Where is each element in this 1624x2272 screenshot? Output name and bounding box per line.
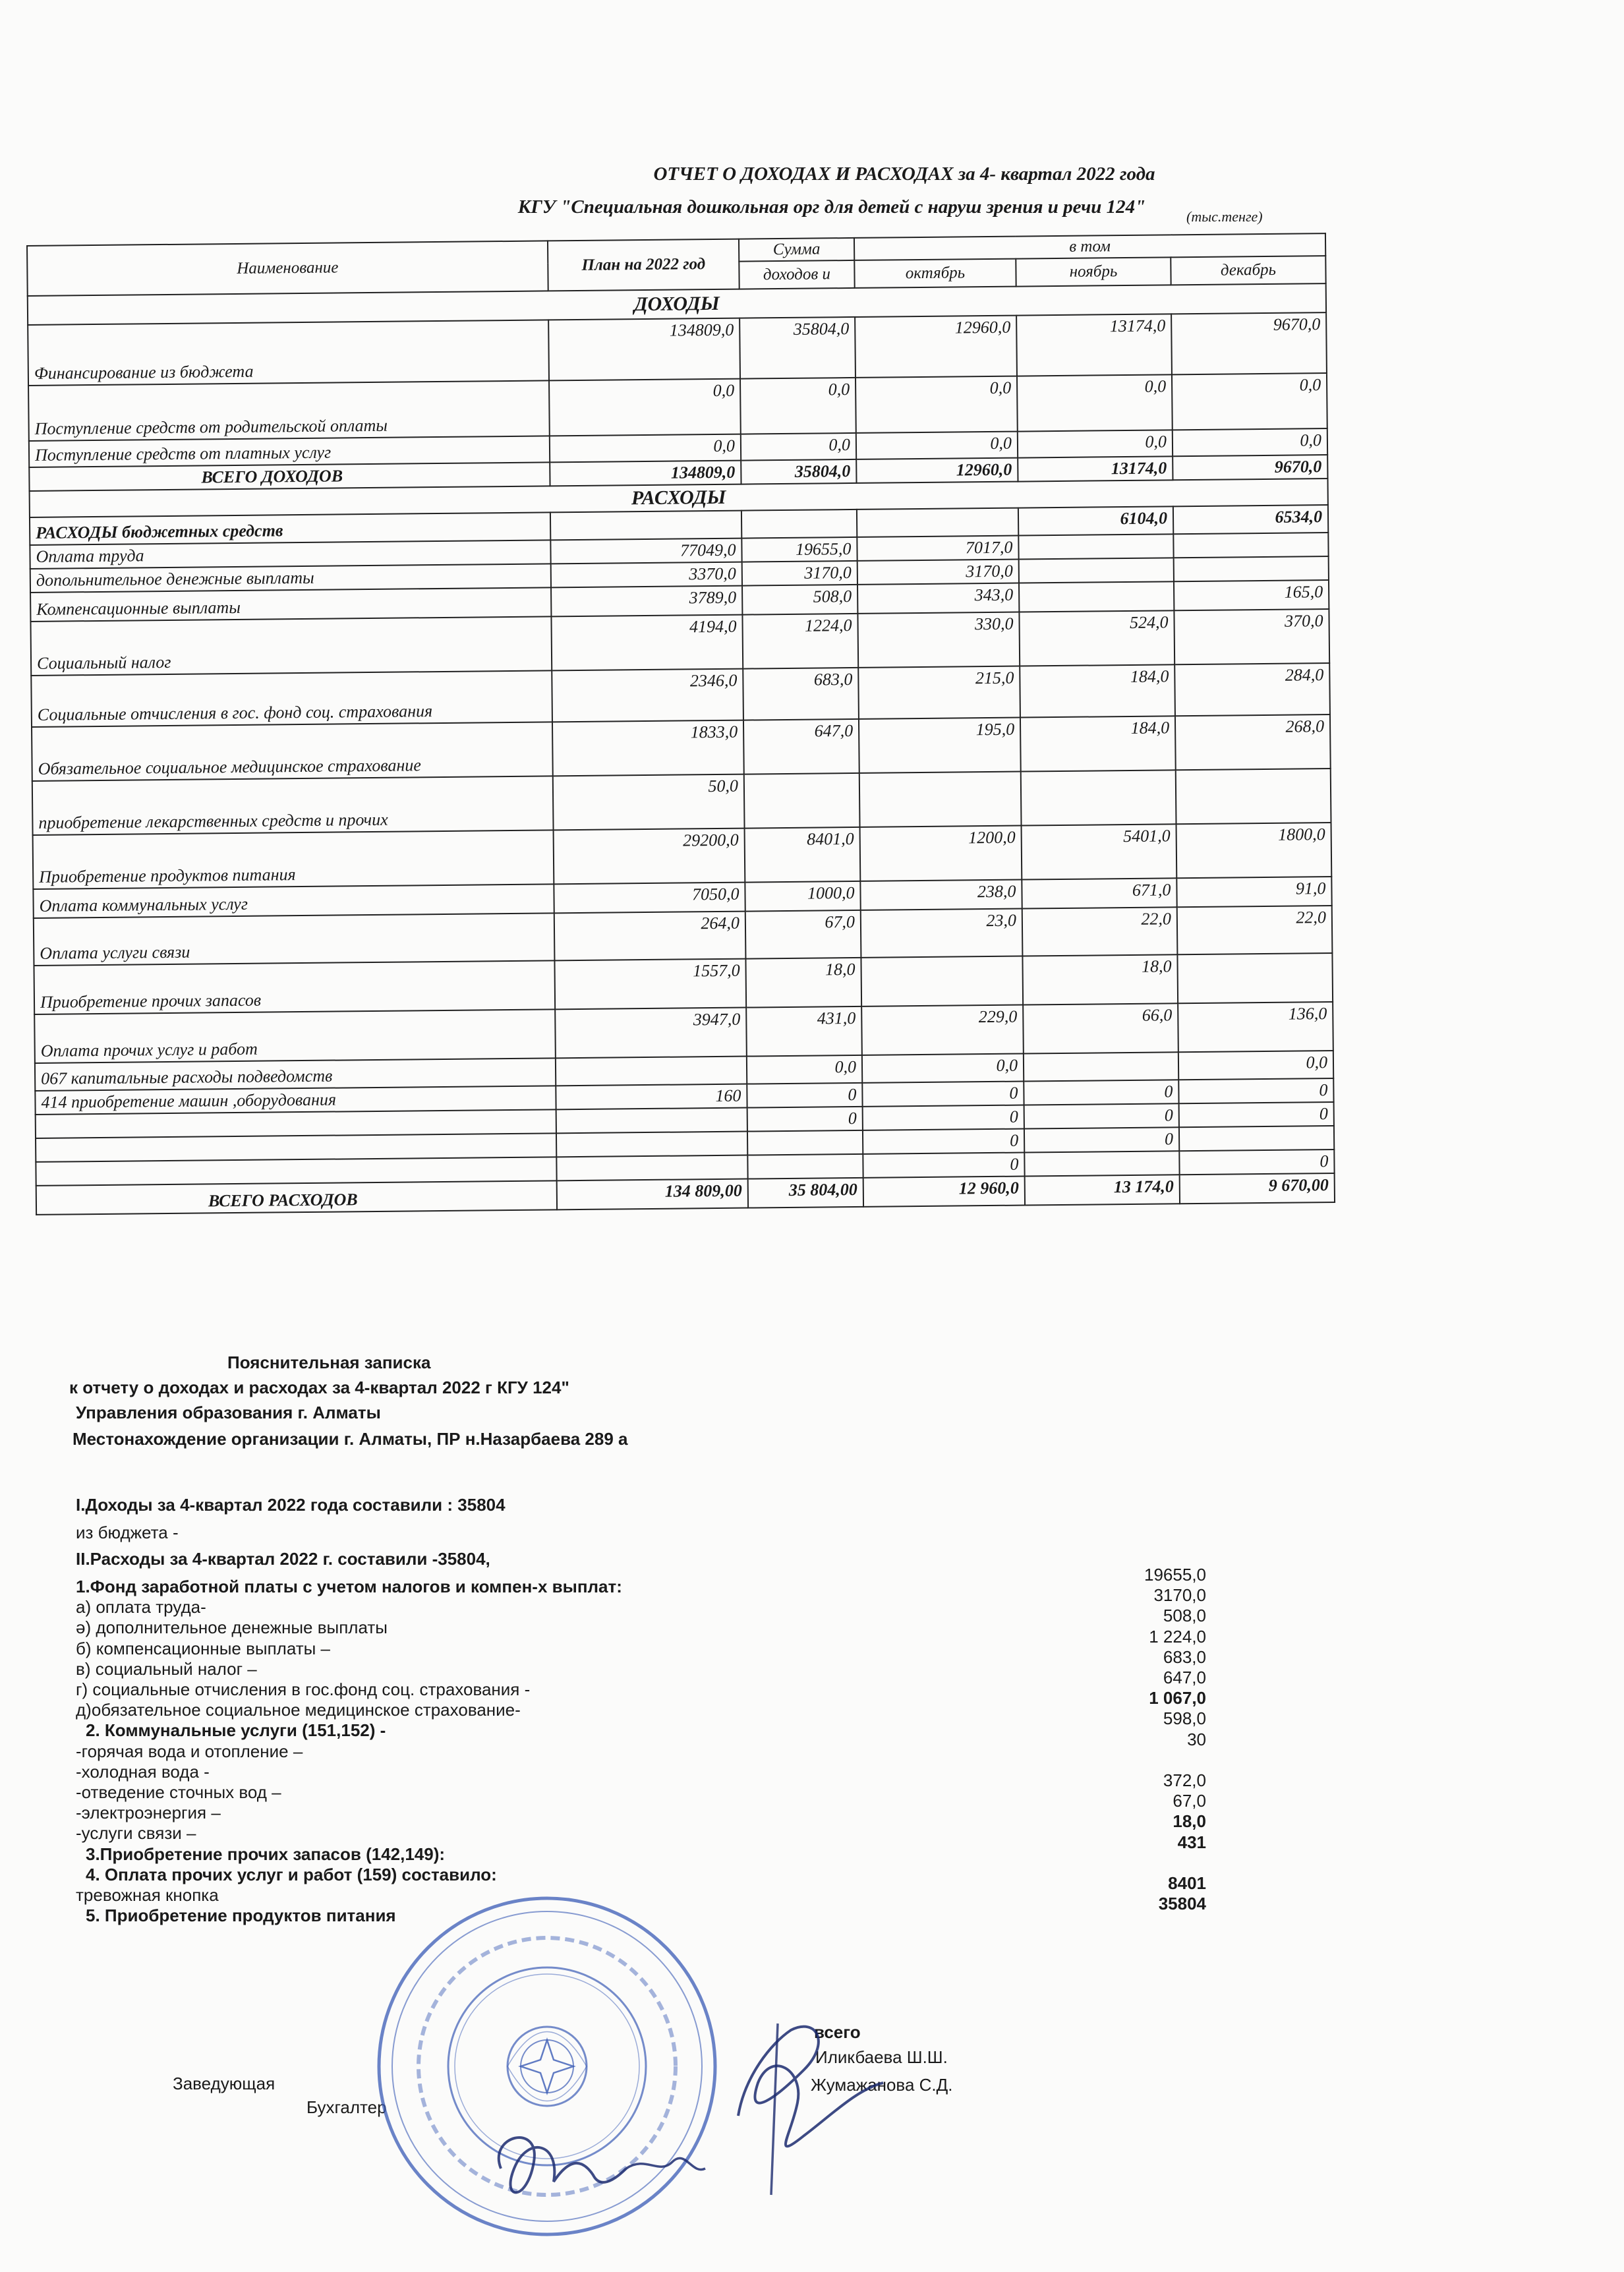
note-item-label: д)обязательное социальное медицинское страхование- bbox=[76, 1700, 521, 1720]
expense-cell-sum bbox=[741, 510, 857, 539]
note-from-budget: из бюджета - bbox=[76, 1523, 179, 1542]
expense-cell-sum: 0 bbox=[747, 1083, 862, 1108]
note-line-2: Управления образования г. Алматы bbox=[76, 1403, 381, 1422]
income-cell-nov: 0,0 bbox=[1018, 430, 1173, 457]
expense-cell-name: допольнительное денежные выплаты bbox=[30, 564, 551, 593]
expense-total-dec: 9 670,00 bbox=[1180, 1173, 1335, 1204]
expense-cell-name: Социальные отчисления в гос. фонд соц. страхования bbox=[31, 670, 552, 727]
note-item-value: 508,0 bbox=[1163, 1606, 1206, 1625]
income-cell-plan: 0,0 bbox=[549, 379, 741, 436]
expense-cell-oct: 0 bbox=[863, 1105, 1024, 1130]
header-plan: План на 2022 год bbox=[548, 239, 740, 291]
expense-cell-plan bbox=[556, 1057, 747, 1086]
expense-cell-dec: 136,0 bbox=[1178, 1002, 1333, 1052]
note-item-value: 8401 bbox=[1168, 1873, 1206, 1893]
expense-cell-plan: 3947,0 bbox=[555, 1008, 747, 1059]
expense-cell-nov bbox=[1019, 581, 1174, 612]
income-cell-dec: 0,0 bbox=[1173, 428, 1327, 456]
expense-cell-sum: 1224,0 bbox=[742, 614, 858, 669]
accountant-name: Жумажанова С.Д. bbox=[811, 2075, 953, 2095]
expense-cell-dec: 0 bbox=[1179, 1102, 1334, 1127]
expense-section-title: РАСХОДЫ bbox=[30, 479, 1328, 517]
expense-cell-sum: 508,0 bbox=[742, 585, 857, 615]
expense-cell-oct bbox=[861, 956, 1023, 1006]
expense-cell-dec: 0 bbox=[1178, 1078, 1333, 1103]
note-item-label: 1.Фонд заработной платы с учетом налогов и компен-х выплат: bbox=[76, 1577, 622, 1596]
note-item-value: 30 bbox=[1187, 1730, 1206, 1749]
expense-cell-dec: 0,0 bbox=[1178, 1051, 1333, 1080]
expense-cell-dec: 1800,0 bbox=[1176, 823, 1332, 878]
expense-cell-oct bbox=[857, 508, 1018, 537]
note-item-label: -отведение сточных вод – bbox=[76, 1782, 281, 1802]
note-item-value: 35804 bbox=[1158, 1894, 1206, 1913]
expense-total-nov: 13 174,0 bbox=[1025, 1175, 1180, 1205]
expense-cell-sum: 0,0 bbox=[747, 1055, 862, 1084]
income-cell-dec: 9670,0 bbox=[1171, 312, 1327, 374]
expense-cell-dec: 284,0 bbox=[1174, 663, 1330, 716]
expense-cell-plan: 3370,0 bbox=[551, 562, 742, 588]
accountant-role: Бухгалтер bbox=[306, 2097, 387, 2117]
expense-cell-name: Обязательное социальное медицинское страхование bbox=[32, 722, 553, 781]
expense-cell-sum: 1000,0 bbox=[745, 881, 860, 912]
note-item-value: 1 224,0 bbox=[1149, 1627, 1206, 1646]
expense-cell-plan: 50,0 bbox=[553, 774, 745, 830]
header-sum-2: доходов и bbox=[739, 260, 854, 289]
report-table bbox=[26, 233, 1335, 1215]
expense-cell-sum: 431,0 bbox=[746, 1006, 862, 1057]
expense-cell-plan: 1833,0 bbox=[552, 720, 744, 776]
expense-cell-plan bbox=[556, 1155, 747, 1181]
expense-cell-name: Оплата коммунальных услуг bbox=[33, 884, 554, 918]
expense-cell-oct: 23,0 bbox=[861, 909, 1023, 958]
head-name: Иликбаева Ш.Ш. bbox=[815, 2047, 948, 2067]
header-sum-1: Сумма bbox=[739, 238, 854, 262]
note-item-value: 18,0 bbox=[1173, 1811, 1206, 1831]
income-cell-dec: 0,0 bbox=[1172, 373, 1327, 430]
expense-cell-oct: 343,0 bbox=[857, 583, 1019, 614]
note-income-line: I.Доходы за 4-квартал 2022 года составили : 35804 bbox=[76, 1495, 506, 1515]
header-nov: ноябрь bbox=[1016, 257, 1171, 286]
expense-cell-sum: 67,0 bbox=[745, 910, 861, 959]
income-cell-plan: 134809,0 bbox=[548, 318, 740, 381]
note-item-label: 4. Оплата прочих услуг и работ (159) составило: bbox=[86, 1865, 497, 1884]
expense-cell-sum: 8401,0 bbox=[745, 827, 861, 883]
expense-cell-oct: 0 bbox=[863, 1129, 1024, 1154]
expense-cell-plan: 3789,0 bbox=[551, 586, 742, 617]
expense-cell-nov: 184,0 bbox=[1020, 664, 1175, 717]
income-cell-name: Финансирование из бюджета bbox=[28, 320, 549, 386]
note-item-value: 683,0 bbox=[1163, 1647, 1206, 1667]
income-cell-oct: 12960,0 bbox=[855, 316, 1017, 378]
note-item-label: 5. Приобретение продуктов питания bbox=[86, 1906, 396, 1925]
note-item-label: тревожная кнопка bbox=[76, 1885, 219, 1905]
income-total-plan: 134809,0 bbox=[550, 461, 741, 486]
expense-cell-oct: 3170,0 bbox=[857, 560, 1019, 585]
income-cell-sum: 0,0 bbox=[740, 378, 856, 434]
expense-cell-dec: 268,0 bbox=[1175, 714, 1331, 770]
expense-cell-nov: 6104,0 bbox=[1018, 506, 1173, 535]
expense-rows bbox=[30, 505, 1335, 1186]
expense-cell-plan: 2346,0 bbox=[552, 669, 743, 722]
expense-cell-oct: 0 bbox=[863, 1153, 1024, 1178]
expense-cell-name: Социальный налог bbox=[30, 616, 552, 676]
expense-cell-dec bbox=[1176, 769, 1331, 824]
expense-cell-name: 414 приобретение машин ,оборудования bbox=[35, 1086, 556, 1115]
header-name: Наименование bbox=[27, 241, 548, 296]
income-total-label: ВСЕГО ДОХОДОВ bbox=[29, 462, 550, 491]
report-subtitle: КГУ "Специальная дошкольная орг для детей с наруш зрения и речи 124" bbox=[517, 196, 1146, 218]
note-item-label: 3.Приобретение прочих запасов (142,149): bbox=[86, 1844, 446, 1864]
expense-cell-name: приобретение лекарственных средств и прочих bbox=[32, 776, 554, 835]
expense-cell-dec: 91,0 bbox=[1176, 877, 1331, 907]
expense-cell-nov: 0 bbox=[1024, 1080, 1178, 1105]
expense-cell-oct: 1200,0 bbox=[860, 826, 1022, 881]
expense-cell-nov: 0 bbox=[1024, 1127, 1179, 1152]
expense-cell-sum: 683,0 bbox=[743, 668, 859, 720]
note-total-label: всего bbox=[814, 2022, 861, 2042]
income-cell-nov: 0,0 bbox=[1017, 374, 1173, 431]
expense-cell-sum bbox=[747, 1154, 863, 1179]
expense-cell-plan: 1557,0 bbox=[554, 959, 746, 1010]
head-role: Заведующая bbox=[173, 2074, 276, 2093]
note-item-value: 431 bbox=[1177, 1832, 1206, 1852]
expense-total-label: ВСЕГО РАСХОДОВ bbox=[36, 1180, 557, 1215]
note-item-label: 2. Коммунальные услуги (151,152) - bbox=[86, 1720, 386, 1740]
expense-cell-nov bbox=[1018, 534, 1173, 559]
expense-cell-name: 067 капитальные расходы подведомств bbox=[35, 1058, 556, 1091]
expense-cell-dec: 6534,0 bbox=[1173, 505, 1328, 534]
expense-cell-dec: 22,0 bbox=[1177, 906, 1333, 954]
expense-cell-nov bbox=[1019, 558, 1174, 583]
note-item-value: 647,0 bbox=[1163, 1668, 1206, 1687]
expense-cell-plan: 77049,0 bbox=[550, 539, 741, 564]
note-item-label: б) компенсационные выплаты – bbox=[76, 1639, 331, 1658]
expense-cell-name: Оплата труда bbox=[30, 540, 550, 569]
expense-cell-name: Приобретение прочих запасов bbox=[34, 960, 555, 1014]
expense-cell-plan: 4194,0 bbox=[551, 615, 743, 671]
income-cell-oct: 0,0 bbox=[856, 376, 1018, 433]
income-section-title: ДОХОДЫ bbox=[28, 283, 1326, 325]
expense-cell-dec: 165,0 bbox=[1174, 580, 1329, 610]
note-title: Пояснительная записка bbox=[227, 1353, 431, 1372]
note-item-label: г) социальные отчисления в гос.фонд соц. страхования - bbox=[76, 1679, 531, 1699]
expense-cell-plan bbox=[556, 1132, 747, 1157]
income-cell-name: Поступление средств от родительской оплаты bbox=[28, 380, 550, 441]
expense-cell-nov: 5401,0 bbox=[1022, 824, 1177, 879]
expense-cell-nov bbox=[1024, 1052, 1178, 1081]
header-group: в том bbox=[854, 233, 1325, 260]
expense-cell-nov: 524,0 bbox=[1019, 610, 1174, 666]
expense-cell-oct: 229,0 bbox=[861, 1005, 1024, 1055]
note-item-label: -услуги связи – bbox=[76, 1823, 196, 1843]
expense-cell-nov: 22,0 bbox=[1022, 907, 1178, 956]
note-item-label: -электроэнергия – bbox=[76, 1803, 221, 1822]
note-line-3: Местонахождение организации г. Алматы, ПР н.Назарбаева 289 а bbox=[72, 1429, 628, 1449]
expense-cell-dec bbox=[1174, 556, 1329, 581]
expense-cell-plan: 7050,0 bbox=[554, 883, 745, 914]
expense-cell-sum bbox=[744, 773, 860, 829]
expense-cell-name: Оплата услуги связи bbox=[34, 913, 555, 966]
expense-cell-sum: 18,0 bbox=[745, 958, 861, 1008]
expense-cell-sum: 19655,0 bbox=[741, 537, 857, 562]
expense-cell-nov bbox=[1024, 1151, 1179, 1176]
expense-cell-name: РАСХОДЫ бюджетных средств bbox=[30, 512, 550, 545]
header-dec: декабрь bbox=[1171, 256, 1325, 285]
note-expense-line: II.Расходы за 4-квартал 2022 г. составили -35804, bbox=[76, 1549, 490, 1569]
income-cell-name: Поступление средств от платных услуг bbox=[29, 436, 550, 467]
expense-cell-oct: 0 bbox=[862, 1082, 1024, 1107]
income-total-dec: 9670,0 bbox=[1173, 455, 1327, 480]
expense-cell-plan: 29200,0 bbox=[554, 829, 745, 885]
note-item-value: 1 067,0 bbox=[1149, 1688, 1206, 1708]
income-rows bbox=[28, 312, 1327, 467]
expense-cell-plan bbox=[550, 511, 741, 540]
expense-cell-nov: 184,0 bbox=[1020, 716, 1176, 771]
income-cell-oct: 0,0 bbox=[856, 432, 1018, 459]
expense-cell-oct: 238,0 bbox=[860, 880, 1022, 910]
expense-cell-nov bbox=[1021, 770, 1176, 825]
note-line-1: к отчету о доходах и расходах за 4-квартал 2022 г КГУ 124" bbox=[69, 1378, 569, 1397]
income-total-nov: 13174,0 bbox=[1018, 456, 1173, 481]
expense-cell-nov: 671,0 bbox=[1022, 878, 1176, 908]
note-item-label: -горячая вода и отопление – bbox=[76, 1741, 303, 1761]
expense-cell-plan: 160 bbox=[556, 1084, 747, 1110]
note-item-value: 3170,0 bbox=[1153, 1585, 1206, 1605]
report-table-wrapper bbox=[26, 233, 1334, 1215]
expense-cell-oct: 195,0 bbox=[859, 718, 1021, 773]
expense-cell-dec bbox=[1173, 533, 1328, 558]
income-cell-nov: 13174,0 bbox=[1016, 314, 1172, 376]
expense-total-plan: 134 809,00 bbox=[557, 1179, 748, 1210]
expense-cell-name: Оплата прочих услуг и работ bbox=[34, 1009, 556, 1063]
expense-cell-sum: 3170,0 bbox=[742, 561, 857, 586]
expense-total-oct: 12 960,0 bbox=[863, 1177, 1025, 1207]
note-item-label: а) оплата труда- bbox=[76, 1597, 206, 1617]
expense-cell-nov: 0 bbox=[1024, 1103, 1179, 1128]
note-item-label: -холодная вода - bbox=[76, 1762, 210, 1782]
expense-cell-dec: 370,0 bbox=[1174, 609, 1329, 664]
expense-cell-oct: 7017,0 bbox=[857, 536, 1018, 561]
expense-cell-oct: 330,0 bbox=[857, 612, 1020, 668]
expense-cell-oct bbox=[859, 772, 1022, 827]
expense-cell-oct: 215,0 bbox=[858, 666, 1020, 719]
expense-total-sum: 35 804,00 bbox=[748, 1178, 863, 1208]
note-item-value: 19655,0 bbox=[1144, 1565, 1206, 1585]
expense-cell-oct: 0,0 bbox=[862, 1054, 1024, 1083]
income-cell-sum: 35804,0 bbox=[740, 317, 856, 379]
unit-label: (тыс.тенге) bbox=[1186, 208, 1263, 225]
note-item-label: ә) дополнительное денежные выплаты bbox=[76, 1617, 388, 1637]
expense-cell-name: Приобретение продуктов питания bbox=[33, 830, 554, 889]
expense-cell-dec bbox=[1177, 953, 1333, 1003]
expense-cell-dec: 0 bbox=[1179, 1150, 1334, 1175]
note-item-label: в) социальный налог – bbox=[76, 1659, 257, 1679]
income-total-sum: 35804,0 bbox=[741, 459, 856, 484]
expense-cell-sum: 0 bbox=[747, 1107, 863, 1132]
handwritten-signature-icon bbox=[461, 2004, 923, 2215]
note-item-value: 67,0 bbox=[1173, 1791, 1206, 1811]
income-cell-sum: 0,0 bbox=[741, 433, 856, 461]
expense-cell-dec bbox=[1179, 1126, 1334, 1151]
report-title: ОТЧЕТ О ДОХОДАХ И РАСХОДАХ за 4- квартал 2022 года bbox=[653, 163, 1155, 185]
expense-cell-nov: 66,0 bbox=[1023, 1003, 1178, 1053]
note-item-value: 372,0 bbox=[1163, 1770, 1206, 1790]
income-total-oct: 12960,0 bbox=[856, 458, 1018, 483]
expense-cell-sum: 647,0 bbox=[743, 719, 859, 774]
expense-cell-plan bbox=[556, 1108, 747, 1134]
income-cell-plan: 0,0 bbox=[550, 434, 741, 463]
expense-cell-plan: 264,0 bbox=[554, 912, 746, 961]
note-item-value: 598,0 bbox=[1163, 1708, 1206, 1728]
expense-cell-name: Компенсационные выплаты bbox=[30, 587, 551, 622]
header-oct: октябрь bbox=[854, 259, 1016, 288]
expense-cell-sum bbox=[747, 1130, 863, 1155]
expense-cell-nov: 18,0 bbox=[1022, 954, 1178, 1005]
